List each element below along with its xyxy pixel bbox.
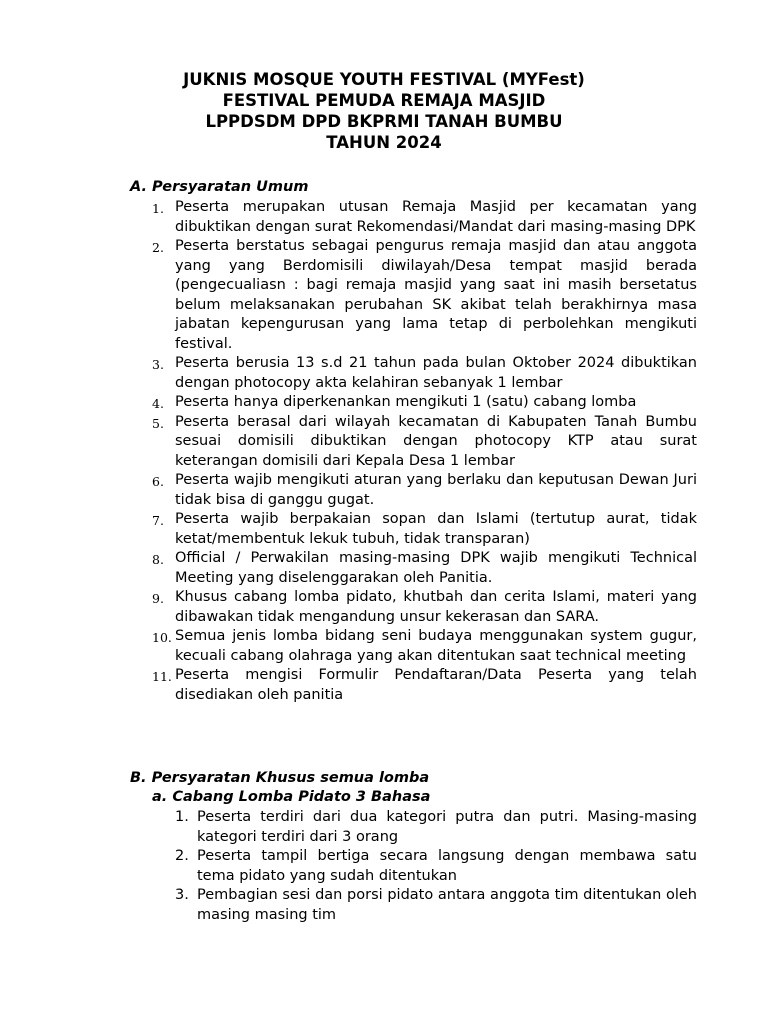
list-item	[130, 237, 697, 354]
section-a-heading: A. Persyaratan Umum	[130, 179, 309, 195]
list-item-text: Peserta wajib mengikuti aturan yang berlaku dan keputusan Dewan Juri tidak bisa di ganggu gugat.	[175, 472, 697, 508]
list-item-number: 10.	[152, 630, 172, 645]
list-item-text: Peserta mengisi Formulir Pendaftaran/Data Peserta yang telah disediakan oleh panitia	[175, 667, 697, 703]
list-item-text: Peserta berusia 13 s.d 21 tahun pada bulan Oktober 2024 dibuktikan dengan photocopy akta kelahiran sebanyak 1 lembar	[175, 355, 697, 391]
title-line-2: FESTIVAL PEMUDA REMAJA MASJID	[222, 91, 546, 110]
list-item-number: 11.	[152, 669, 172, 684]
list-item-number: 3.	[175, 887, 189, 903]
list-item-text: Semua jenis lomba bidang seni budaya menggunakan system gugur, kecuali cabang olahraga yang akan ditentukan saat technical meeting	[175, 628, 697, 664]
list-item-number: 2.	[152, 240, 164, 255]
list-item-text: Khusus cabang lomba pidato, khutbah dan cerita Islami, materi yang dibawakan tidak mengandung unsur kekerasan dan SARA.	[175, 589, 697, 625]
list-item-text: Peserta terdiri dari dua kategori putra dan putri. Masing-masing kategori terdiri dari 3 orang	[197, 809, 697, 845]
section-b-subheading: a. Cabang Lomba Pidato 3 Bahasa	[152, 789, 431, 805]
list-item-text: Peserta berstatus sebagai pengurus remaja masjid dan atau anggota yang yang Berdomisili diwilayah/Desa tempat masjid berada (pengecualiasn : bagi remaja masjid yang saat ini masih bersetatus belum melaksanakan perubahan SK akibat telah berakhirnya masa jabatan kepengurusan yang lama tetap di perbolehkan mengikuti festival.	[175, 238, 697, 352]
section-b-list	[152, 808, 697, 925]
list-item-number: 1.	[152, 201, 164, 216]
list-item	[152, 886, 697, 925]
list-item	[130, 471, 697, 510]
list-item-text: Peserta merupakan utusan Remaja Masjid per kecamatan yang dibuktikan dengan surat Rekomendasi/Mandat dari masing-masing DPK	[175, 199, 697, 235]
list-item-text: Peserta hanya diperkenankan mengikuti 1 (satu) cabang lomba	[175, 394, 637, 410]
list-item	[130, 588, 697, 627]
section-a-list	[130, 198, 697, 705]
list-item	[130, 198, 697, 237]
list-item	[130, 354, 697, 393]
list-item-number: 8.	[152, 552, 164, 567]
list-item-number: 3.	[152, 357, 164, 372]
list-item	[130, 549, 697, 588]
list-item-text: Peserta tampil bertiga secara langsung dengan membawa satu tema pidato yang sudah ditentukan	[197, 848, 697, 884]
title-line-3: LPPDSDM DPD BKPRMI TANAH BUMBU	[205, 112, 563, 131]
section-b-heading: B. Persyaratan Khusus semua lomba	[130, 770, 430, 786]
list-item	[130, 393, 697, 413]
list-item	[130, 413, 697, 472]
title-line-1: JUKNIS MOSQUE YOUTH FESTIVAL (MYFest)	[183, 70, 585, 89]
list-item-number: 2.	[175, 848, 189, 864]
document-title	[0, 69, 768, 153]
list-item-text: Pembagian sesi dan porsi pidato antara anggota tim ditentukan oleh masing masing tim	[197, 887, 697, 923]
list-item-text: Peserta berasal dari wilayah kecamatan di Kabupaten Tanah Bumbu sesuai domisili dibuktikan dengan photocopy KTP atau surat keterangan domisili dari Kepala Desa 1 lembar	[175, 413, 697, 469]
list-item	[130, 627, 697, 666]
list-item	[152, 847, 697, 886]
list-item-number: 4.	[152, 396, 164, 411]
title-line-4: TAHUN 2024	[326, 133, 442, 152]
list-item-number: 5.	[152, 415, 164, 431]
list-item-number: 1.	[175, 809, 189, 825]
list-item-text: Peserta wajib berpakaian sopan dan Islami (tertutup aurat, tidak ketat/membentuk lekuk tubuh, tidak transparan)	[175, 511, 697, 547]
list-item	[130, 510, 697, 549]
list-item-number: 6.	[152, 474, 164, 489]
list-item-text: Official / Perwakilan masing-masing DPK wajib mengikuti Technical Meeting yang diselenggarakan oleh Panitia.	[175, 550, 697, 586]
list-item-number: 7.	[152, 513, 164, 528]
list-item	[152, 808, 697, 847]
list-item-number: 9.	[152, 591, 164, 606]
list-item	[130, 666, 697, 705]
